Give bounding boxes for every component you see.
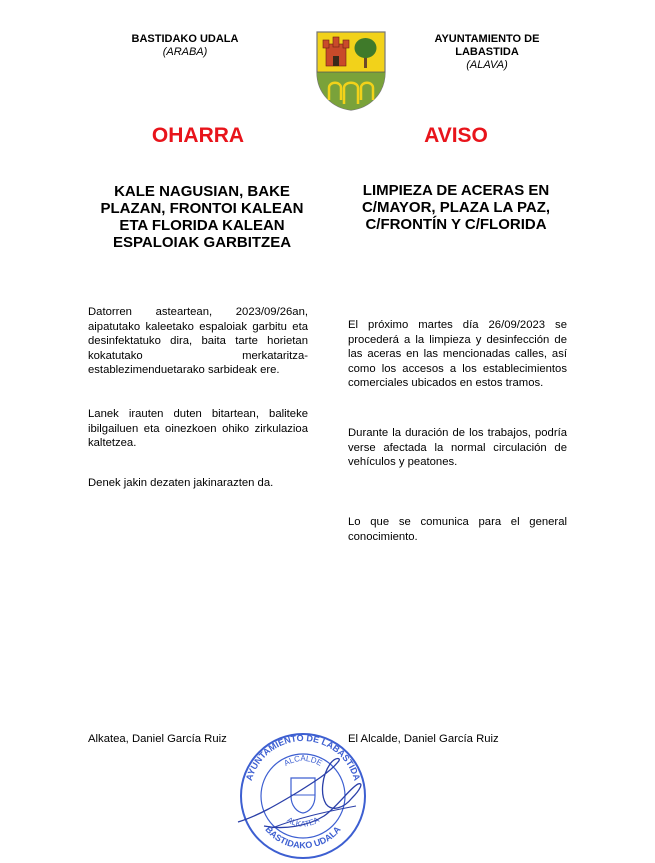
municipality-name-spanish-line2: LABASTIDA: [455, 46, 519, 58]
subject-basque-line: ETA FLORIDA KALEAN: [119, 217, 285, 234]
paragraph-basque-3: Denek jakin dezaten jakinarazten da.: [88, 477, 274, 489]
stamp-inner-text: ALCALDE: [282, 754, 324, 768]
paragraph-basque-1: Datorren asteartean, 2023/09/26an, aipatutako kaleetako espaloiak garbitu eta desinfektatuko dira, baita tarte horietan kokatutako merkataritza-establezimenduetarako sarbideak ere.: [88, 306, 308, 376]
region-basque: (ARABA): [162, 46, 208, 58]
signature-spanish: El Alcalde, Daniel García Ruiz: [348, 733, 499, 745]
subject-spanish-line: C/MAYOR, PLAZA LA PAZ,: [361, 199, 551, 216]
heading-basque: OHARRA: [151, 124, 245, 147]
municipality-name-basque: BASTIDAKO UDALA: [131, 33, 239, 45]
stamp-inner-bottom-text: ALKATEA: [285, 815, 321, 829]
signature-basque: Alkatea, Daniel García Ruiz: [88, 733, 227, 745]
heading-spanish: AVISO: [424, 124, 488, 147]
header-right: [412, 33, 562, 72]
paragraph-spanish-1: El próximo martes día 26/09/2023 se procederá a la limpieza y desinfección de las aceras en las mencionadas calles, así como los accesos a los establecimientos comerciales ubicados en estos tramos.: [348, 319, 567, 389]
subject-basque-line: KALE NAGUSIAN, BAKE: [114, 183, 290, 200]
municipality-name-spanish-line1: AYUNTAMIENTO DE: [434, 33, 540, 45]
stamp-bottom-text: BASTIDAKO UDALA: [263, 824, 343, 851]
region-spanish: (ALAVA): [466, 59, 508, 71]
paragraph-spanish-2: Durante la duración de los trabajos, podría verse afectada la normal circulación de vehículos y peatones.: [348, 427, 567, 468]
header-left: [110, 33, 260, 59]
subject-basque-line: ESPALOIAK GARBITZEA: [112, 234, 292, 251]
paragraph-spanish-3: Lo que se comunica para el general conocimiento.: [348, 516, 567, 543]
subject-basque: [82, 183, 322, 251]
coat-of-arms-icon: [313, 28, 389, 112]
subject-basque-line: PLAZAN, FRONTOI KALEAN: [100, 200, 304, 217]
paragraph-basque-2: Lanek irauten duten bitartean, baliteke ibilgailuen eta oinezkoen ohiko zirkulazioa kaltetzea.: [88, 408, 308, 449]
official-stamp: [228, 718, 378, 860]
subject-spanish-line: LIMPIEZA DE ACERAS EN: [362, 182, 550, 199]
subject-spanish-line: C/FRONTÍN Y C/FLORIDA: [365, 216, 547, 233]
stamp-outer-text: AYUNTAMIENTO DE LABASTIDA: [243, 732, 363, 782]
subject-spanish: [340, 182, 572, 233]
